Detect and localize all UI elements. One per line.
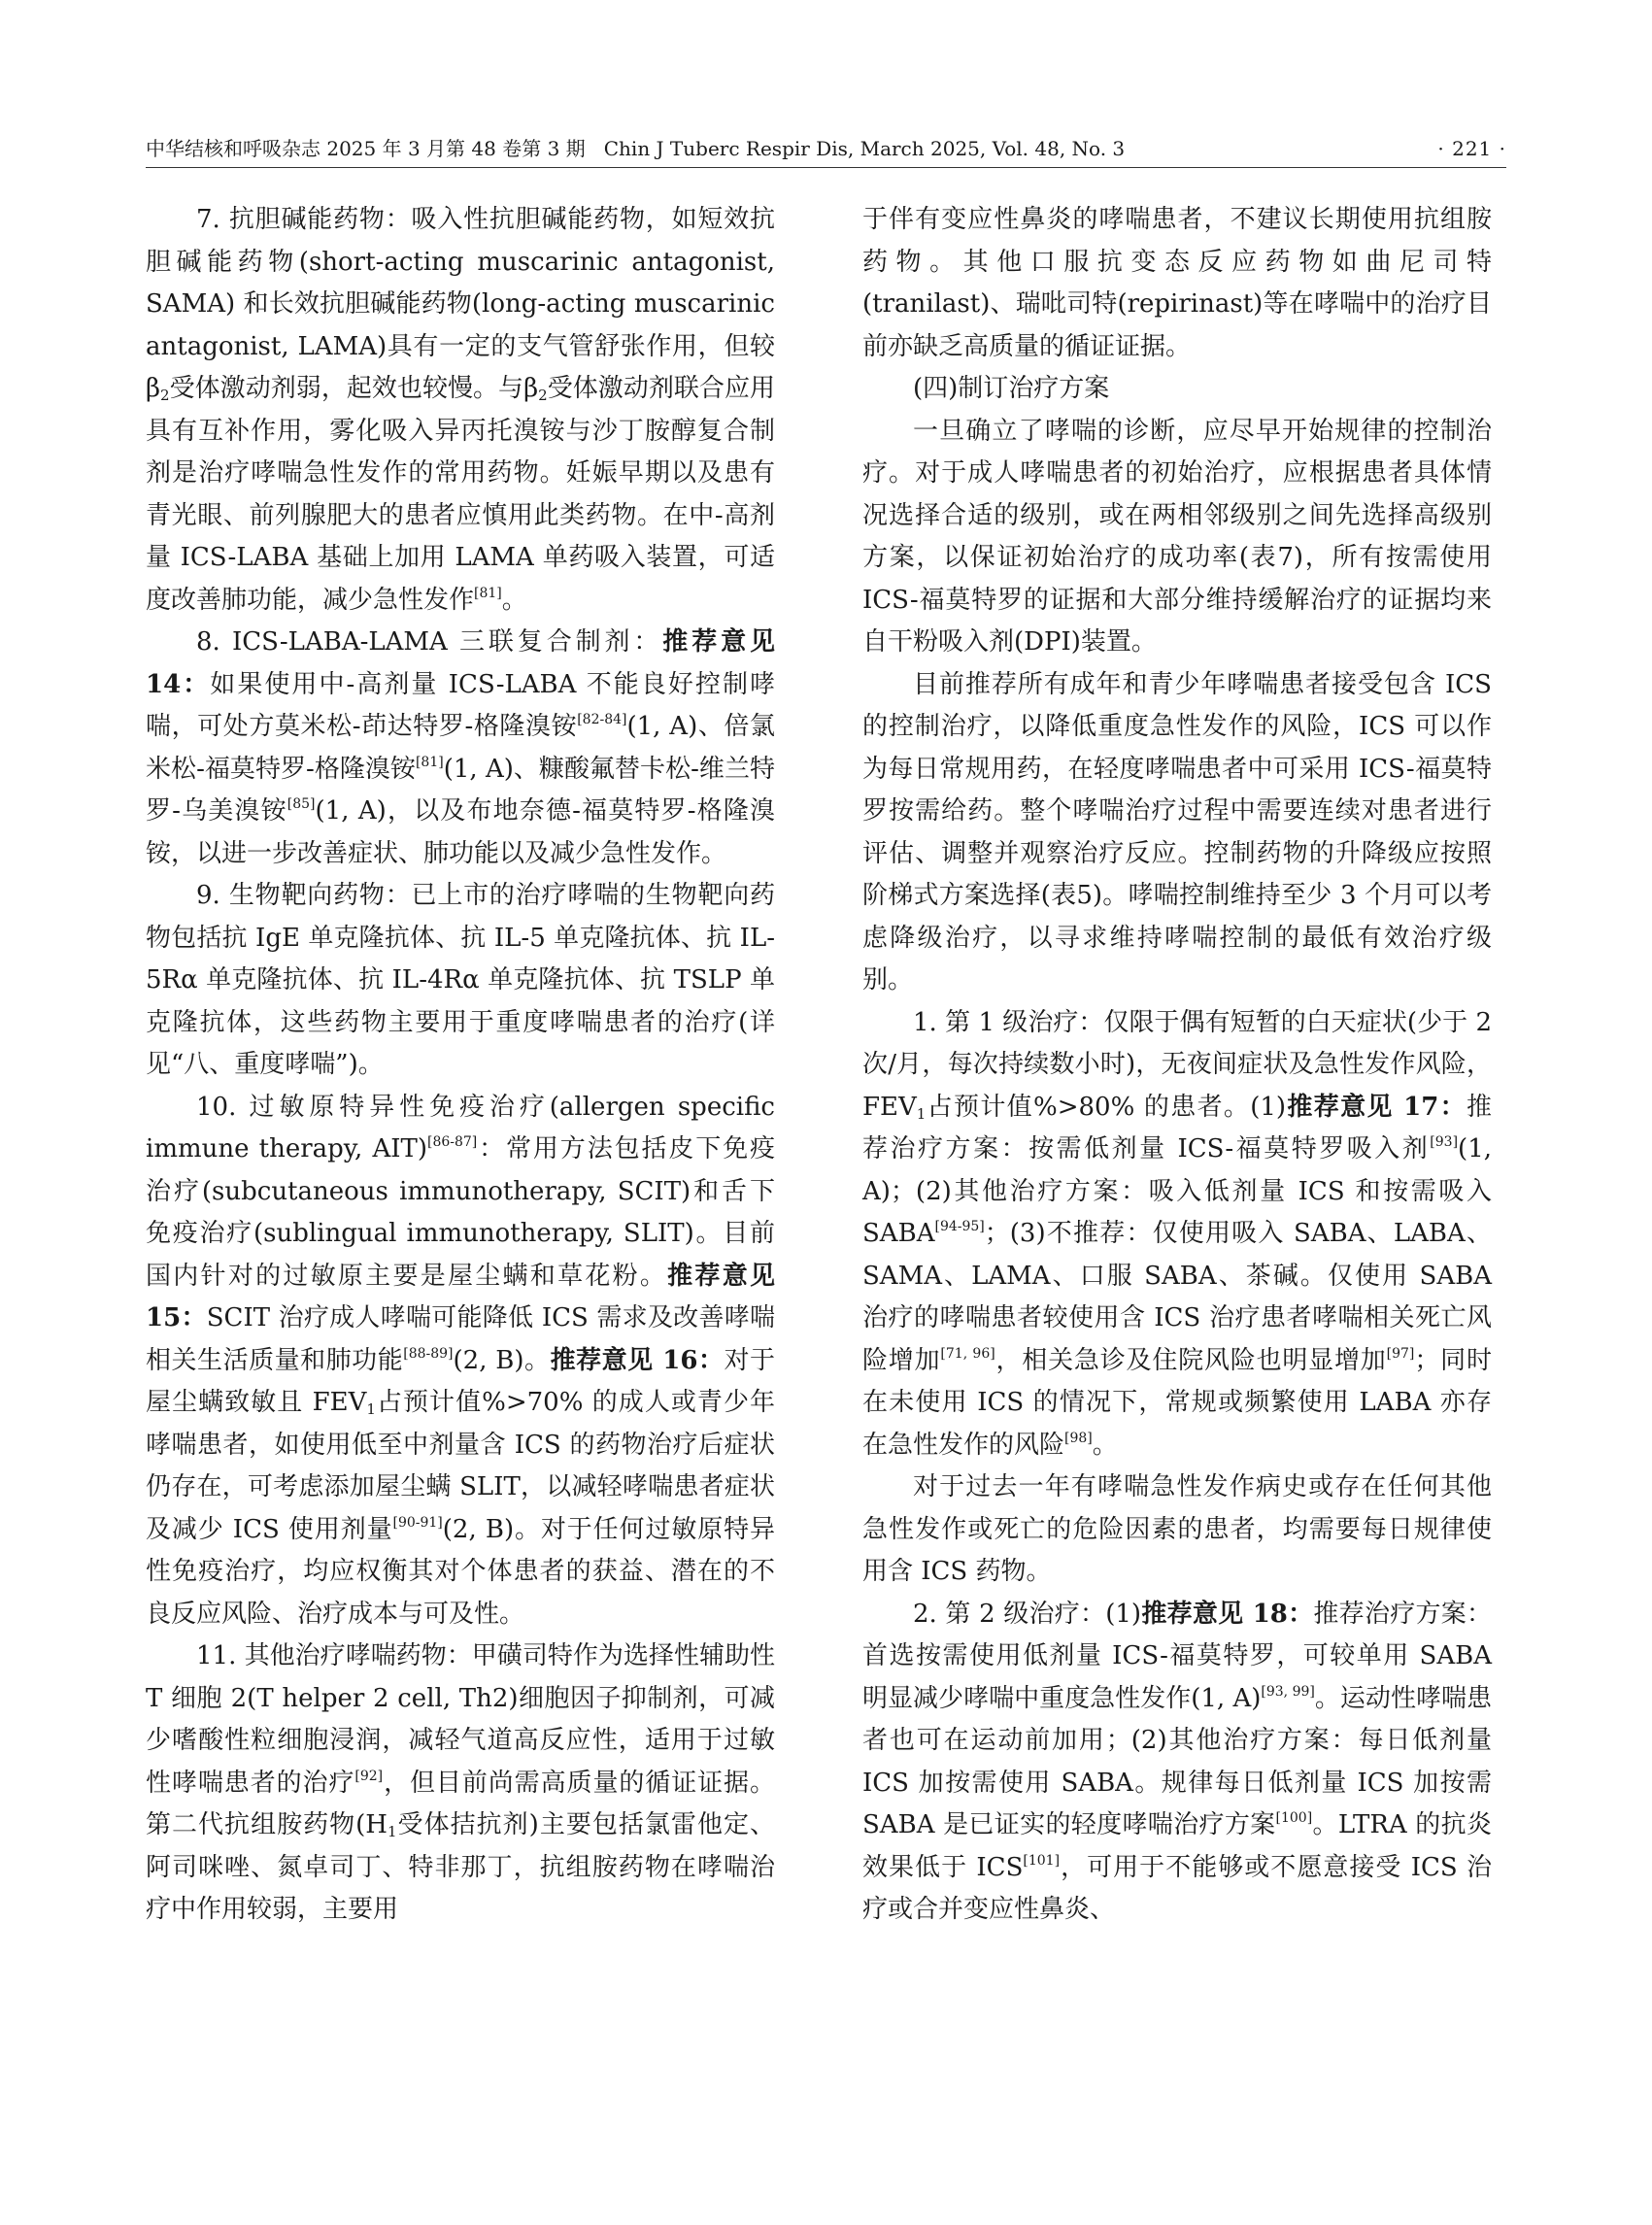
section-heading: (四)制订治疗方案 xyxy=(913,374,1110,403)
recommendation-18: 推荐意见 18： xyxy=(1141,1599,1314,1629)
citation-ref: [86-87] xyxy=(426,1133,478,1150)
citation-ref: [71, 96] xyxy=(940,1345,995,1362)
recommendation-14: 推荐意见 14： xyxy=(146,627,775,699)
paragraph-triple-therapy: 8. ICS-LABA-LAMA 三联复合制剂：推荐意见 14：如果使用中-高剂量 ICS-LABA 不能良好控制哮喘，可处方莫米松-茚达特罗-格隆溴铵[82-84](1, A)、倍氯米松-福莫特罗-格隆溴铵[81](1, A)、糠酸氟替卡松-维兰特罗-乌美溴铵[85](1, A)，以及布地奈德-福莫特罗-格隆溴铵，以进一步改善症状、肺功能以及减少急性发作。 xyxy=(146,627,776,868)
citation-ref: [97] xyxy=(1386,1345,1415,1362)
header-rule xyxy=(146,167,1506,168)
citation-ref: [82-84] xyxy=(577,711,627,727)
left-column xyxy=(146,199,775,1932)
journal-title-en: Chin J Tuberc Respir Dis, March 2025, Vol. 48, No. 3 xyxy=(603,137,1126,160)
page-number: · 221 · xyxy=(1437,137,1506,160)
paragraph-continuation: 于伴有变应性鼻炎的哮喘患者，不建议长期使用抗组胺药物。其他口服抗变态反应药物如曲尼司特(tranilast)、瑞吡司特(repirinast)等在哮喘中的治疗目前亦缺乏高质量的循证证据。 xyxy=(862,205,1492,361)
citation-ref: [98] xyxy=(1064,1430,1093,1446)
citation-ref: [90-91] xyxy=(392,1514,443,1531)
citation-ref: [100] xyxy=(1275,1809,1313,1826)
paragraph-ics-control: 目前推荐所有成年和青少年哮喘患者接受包含 ICS 的控制治疗，以降低重度急性发作的风险，ICS 可以作为每日常规用药，在轻度哮喘患者中可采用 ICS-福莫特罗按需给药。整个哮喘治疗过程中需要连续对患者进行评估、调整并观察治疗反应。控制药物的升降级应按照阶梯式方案选择(表5)。哮喘控制维持至少 3 个月可以考虑降级治疗，以寻求维持哮喘控制的最低有效治疗级别。 xyxy=(862,669,1492,995)
citation-ref: [93, 99] xyxy=(1261,1683,1315,1700)
paragraph-daily-ics: 对于过去一年有哮喘急性发作病史或存在任何其他急性发作或死亡的危险因素的患者，均需要每日规律使用含 ICS 药物。 xyxy=(862,1472,1492,1586)
citation-ref: [88-89] xyxy=(403,1345,454,1362)
journal-citation xyxy=(146,134,1125,163)
citation-ref: [94-95] xyxy=(934,1218,985,1234)
journal-title-cn: 中华结核和呼吸杂志 2025 年 3 月第 48 卷第 3 期 xyxy=(146,137,586,160)
citation-ref: [92] xyxy=(354,1768,384,1784)
paragraph-anticholinergic: 7. 抗胆碱能药物：吸入性抗胆碱能药物，如短效抗胆碱能药物(short-acting muscarinic antagonist, SAMA) 和长效抗胆碱能药物(long-acting muscarinic antagonist, LAMA)具有一定的支气管舒张作用，但较 $\beta_2$受体激动剂弱，起效也较慢。与$\beta_2$受体激动剂联合应用具有互补作用，雾化吸入异丙托溴铵与沙丁胺醇复合制剂是治疗哮喘急性发作的常用药物。妊娠早期以及患有青光眼、前列腺肥大的患者应慎用此类药物。在中-高剂量 ICS-LABA 基础上加用 LAMA 单药吸入装置，可适度改善肺功能，减少急性发作[81]。 xyxy=(146,205,775,615)
recommendation-16: 推荐意见 16： xyxy=(550,1345,725,1375)
paragraph-biologics: 9. 生物靶向药物：已上市的治疗哮喘的生物靶向药物包括抗 IgE 单克隆抗体、抗 IL-5 单克隆抗体、抗 IL-5Rα 单克隆抗体、抗 IL-4Rα 单克隆抗体、抗 TSLP 单克隆抗体，这些药物主要用于重度哮喘患者的治疗(详见“八、重度哮喘”)。 xyxy=(146,881,775,1079)
paragraph-treatment-plan: 一旦确立了哮喘的诊断，应尽早开始规律的控制治疗。对于成人哮喘患者的初始治疗，应根据患者具体情况选择合适的级别，或在两相邻级别之间先选择高级别方案，以保证初始治疗的成功率(表7)，所有按需使用 ICS-福莫特罗的证据和大部分维持缓解治疗的证据均来自干粉吸入剂(DPI)装置。 xyxy=(862,416,1492,657)
running-header xyxy=(146,134,1506,163)
citation-ref: [81] xyxy=(474,585,502,601)
citation-ref: [81] xyxy=(415,754,444,770)
citation-ref: [85] xyxy=(287,795,316,812)
paragraph-step-1: 1. 第 1 级治疗：仅限于偶有短暂的白天症状(少于 2 次/月，每次持续数小时)，无夜间症状及急性发作风险，$FEV_1$占预计值%>80% 的患者。(1)推荐意见 17：推荐治疗方案：按需低剂量 ICS-福莫特罗吸入剂[93](1, A)；(2)其他治疗方案：吸入低剂量 ICS 和按需吸入 SABA[94-95]；(3)不推荐：仅使用吸入 SABA、LABA、SAMA、LAMA、口服 SABA、茶碱。仅使用 SABA 治疗的哮喘患者较使用含 ICS 治疗患者哮喘相关死亡风险增加[71, 96]，相关急诊及住院风险也明显增加[97]；同时在未使用 ICS 的情况下，常规或频繁使用 LABA 亦存在急性发作的风险[98]。 xyxy=(862,1007,1493,1460)
paragraph-step-2: 2. 第 2 级治疗：(1)推荐意见 18：推荐治疗方案：首选按需使用低剂量 ICS-福莫特罗，可较单用 SABA 明显减少哮喘中重度急性发作(1, A)[93, 99]。运动性哮喘患者也可在运动前加用；(2)其他治疗方案：每日低剂量 ICS 加按需使用 SABA。规律每日低剂量 ICS 加按需 SABA 是已证实的轻度哮喘治疗方案[100]。LTRA 的抗炎效果低于 ICS[101]，可用于不能够或不愿意接受 ICS 治疗或合并变应性鼻炎、 xyxy=(862,1599,1492,1924)
paragraph-immunotherapy: 10. 过敏原特异性免疫治疗(allergen specific immune therapy, AIT)[86-87]：常用方法包括皮下免疫治疗(subcutaneous immunotherapy, SCIT)和舌下免疫治疗(sublingual immunotherapy, SLIT)。目前国内针对的过敏原主要是屋尘螨和草花粉。推荐意见 15：SCIT 治疗成人哮喘可能降低 ICS 需求及改善哮喘相关生活质量和肺功能[88-89](2, B)。推荐意见 16：对于屋尘螨致敏且 $FEV_1$占预计值%>70% 的成人或青少年哮喘患者，如使用低至中剂量含 ICS 的药物治疗后症状仍存在，可考虑添加屋尘螨 SLIT，以减轻哮喘患者症状及减少 ICS 使用剂量[90-91](2, B)。对于任何过敏原特异性免疫治疗，均应权衡其对个体患者的获益、潜在的不良反应风险、治疗成本与可及性。 xyxy=(146,1092,775,1629)
recommendation-15: 推荐意见 15： xyxy=(146,1261,775,1332)
paragraph-other-drugs: 11. 其他治疗哮喘药物：甲磺司特作为选择性辅助性 T 细胞 2(T helper 2 cell, Th2)细胞因子抑制剂，可减少嗜酸性粒细胞浸润，减轻气道高反应性，适用于过敏性哮喘患者的治疗[92]，但目前尚需高质量的循证证据。第二代抗组胺药物($H_1$受体拮抗剂)主要包括氯雷他定、阿司咪唑、氮卓司丁、特非那丁，抗组胺药物在哮喘治疗中作用较弱，主要用 xyxy=(146,1641,775,1924)
citation-ref: [93] xyxy=(1430,1133,1459,1150)
right-column xyxy=(862,199,1492,1932)
recommendation-17: 推荐意见 17： xyxy=(1286,1092,1467,1122)
citation-ref: [101] xyxy=(1023,1852,1061,1869)
